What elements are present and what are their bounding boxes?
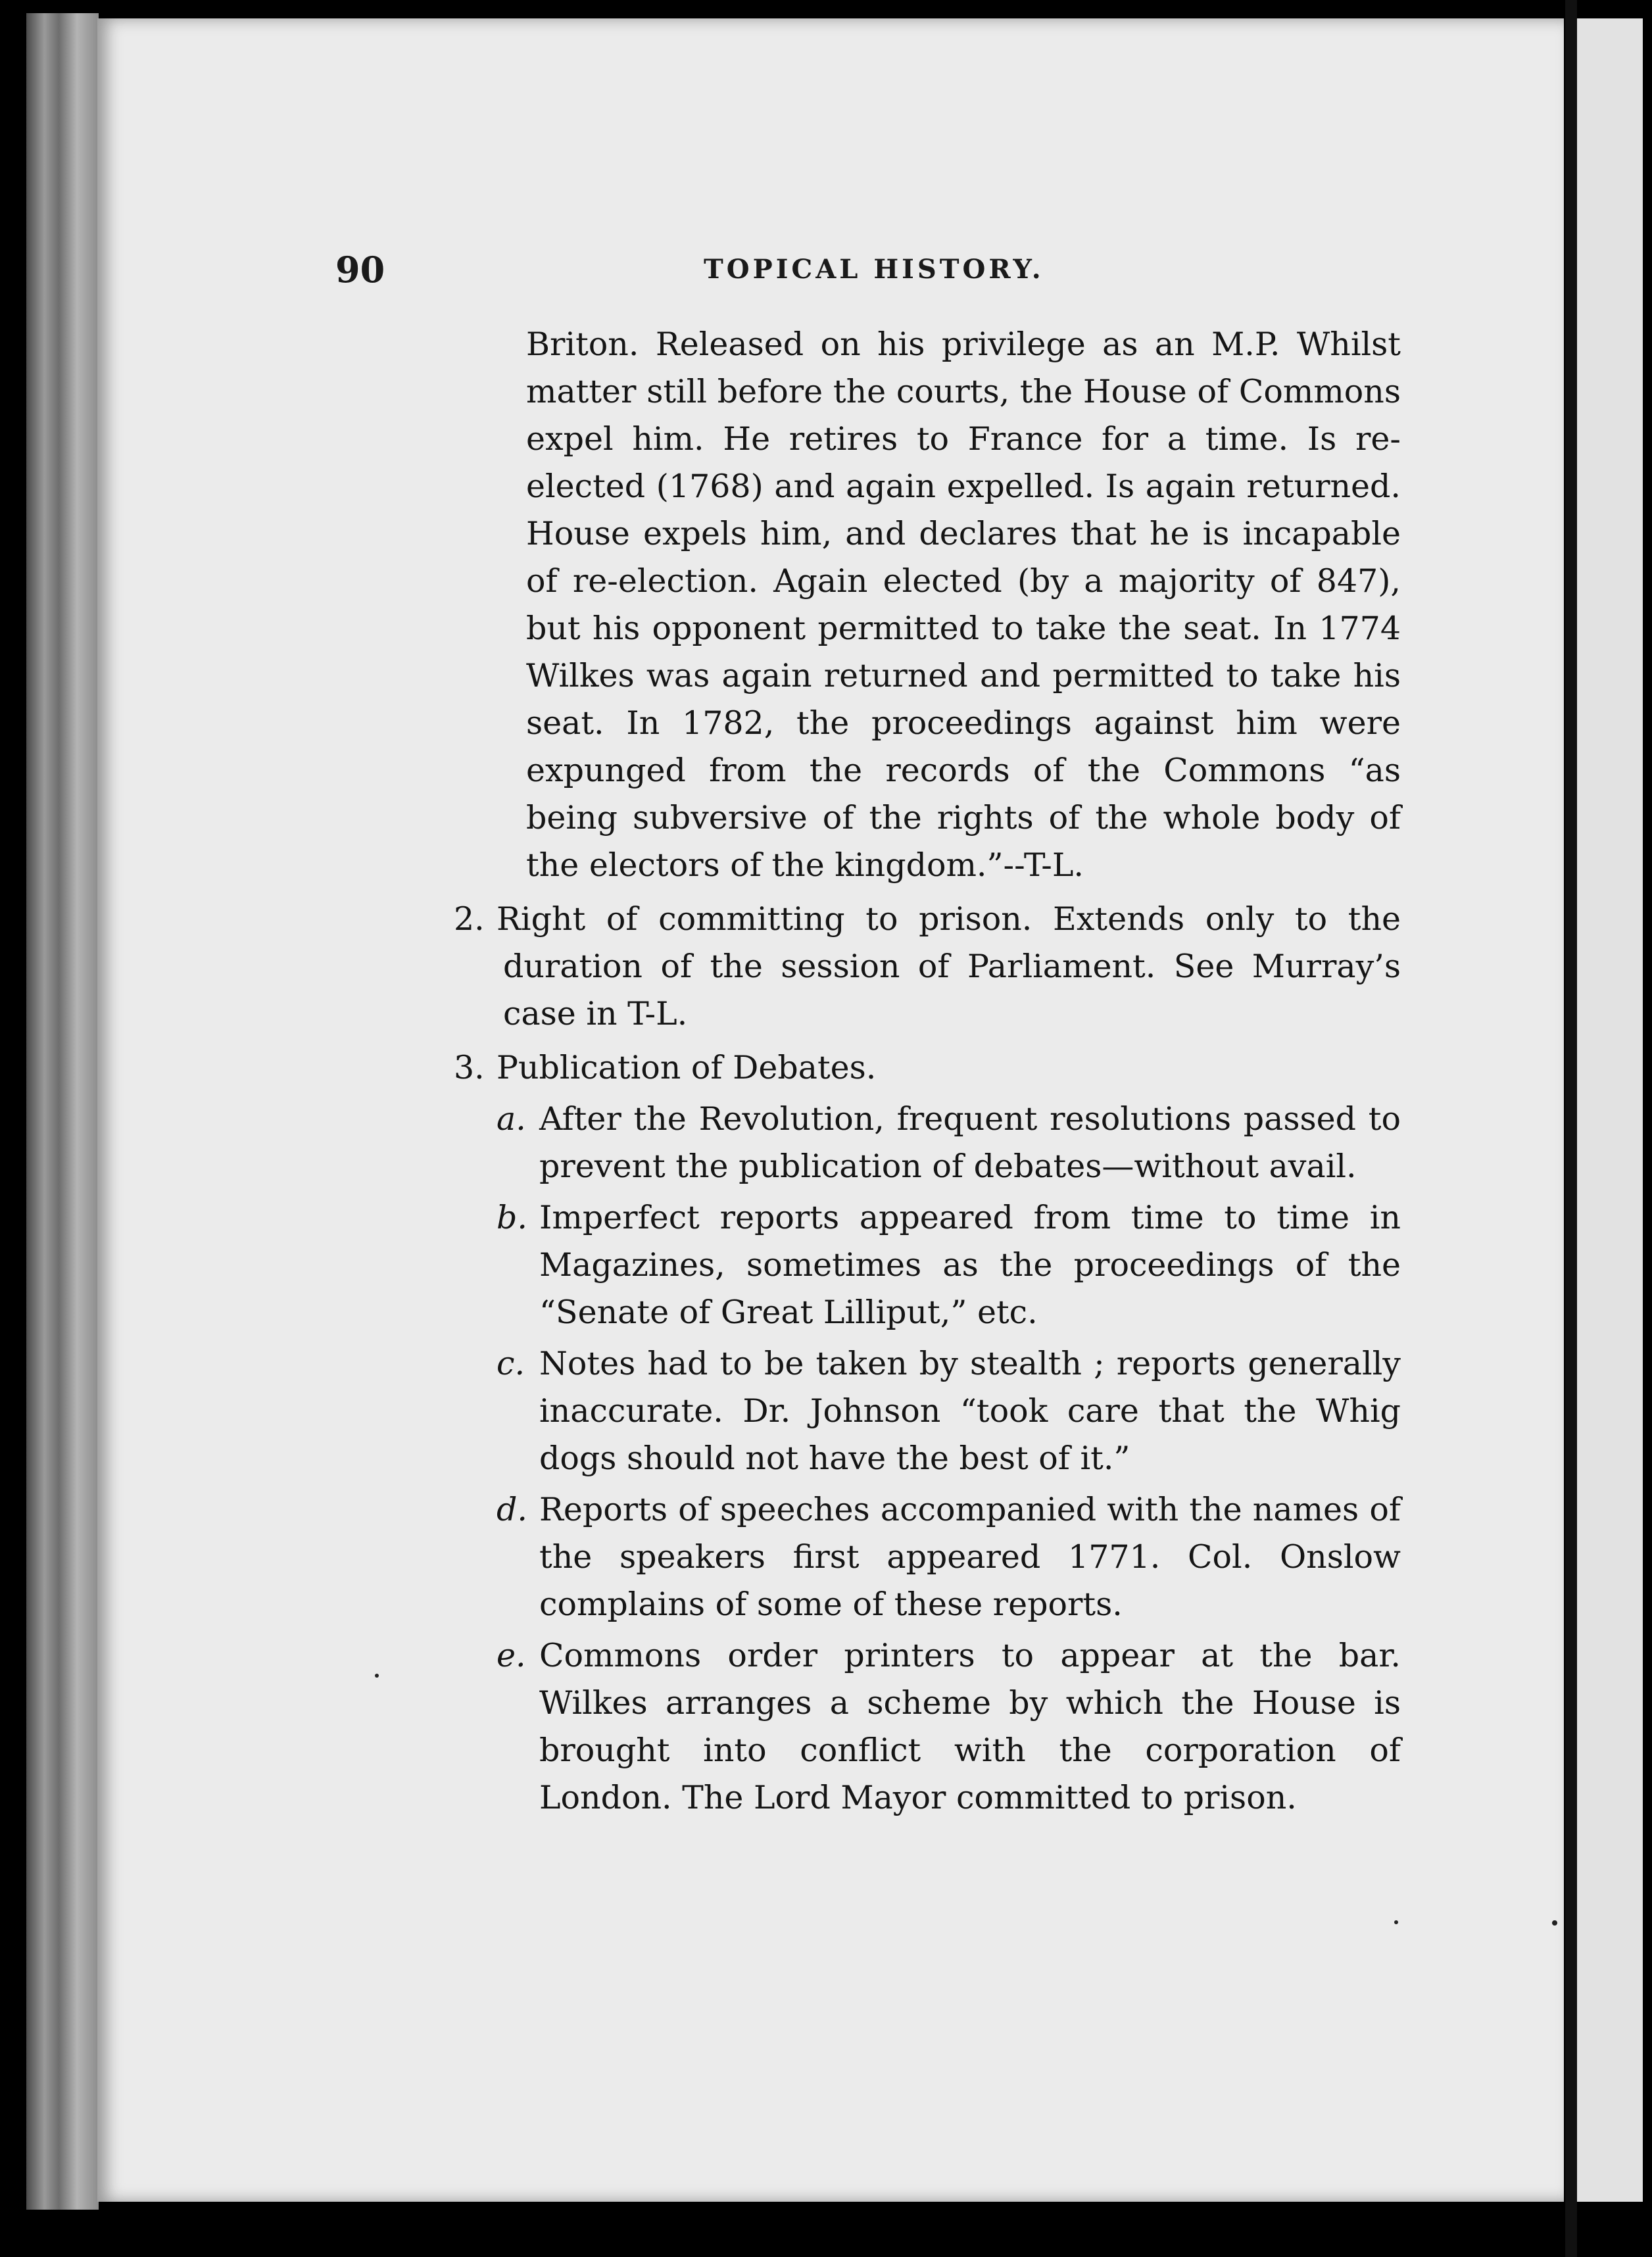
sub-item-a (497, 1096, 1401, 1190)
sub-item-letter: d. (497, 1491, 527, 1528)
facing-page-edge (1577, 18, 1643, 2202)
sub-item-text: Reports of speeches accompanied with the names of the speakers first appeared 1771. Col. Onslow complains of some of these reports. (539, 1491, 1401, 1623)
sub-item-c (497, 1340, 1401, 1482)
running-header (335, 249, 1407, 295)
running-title: TOPICAL HISTORY. (704, 254, 1044, 285)
sub-item-b (497, 1194, 1401, 1336)
sub-item-text: Commons order printers to appear at the bar. Wilkes arranges a scheme by which the House is brought into conflict with the corporation of London. The Lord Mayor committed to prison. (539, 1637, 1401, 1816)
item-number: 3. (454, 1049, 485, 1086)
item-number: 2. (454, 900, 485, 938)
page-gutter (1565, 0, 1577, 2257)
list-item-2 (454, 896, 1401, 1038)
page-number: 90 (335, 249, 385, 291)
list-item-3 (454, 1044, 1401, 1092)
item-text: Publication of Debates. (497, 1049, 877, 1086)
continuation-paragraph: Briton. Released on his privilege as an M.P. Whilst matter still before the courts, the House of Commons expel him. He retires to France for a time. Is re-elected (1768) and again expelled. Is again returned. House expels him, and declares that he is incapable of re-election. Again elected (by a majority of 847), but his opponent permitted to take the seat. In 1774 Wilkes was again returned and permitted to take his seat. In 1782, the proceedings against him were expunged from the records of the Commons “as being subversive of the rights of the whole body of the electors of the kingdom.”--T-L. (526, 326, 1401, 884)
sub-item-letter: c. (497, 1345, 525, 1382)
sub-item-text: Imperfect reports appeared from time to time in Magazines, sometimes as the proceedings of the “Senate of Great Lilliput,” etc. (539, 1199, 1401, 1331)
sub-item-d (497, 1486, 1401, 1628)
page-speck (1394, 1920, 1398, 1924)
sub-item-text: Notes had to be taken by stealth ; reports generally inaccurate. Dr. Johnson “took care that the Whig dogs should not have the best of it.” (539, 1345, 1401, 1477)
item-text: Right of committing to prison. Extends only to the duration of the session of Parliament. See Murray’s case in T-L. (497, 900, 1401, 1032)
page-speck (1552, 1920, 1557, 1926)
sub-item-letter: a. (497, 1100, 526, 1138)
page-body (454, 321, 1401, 1822)
sub-item-text: After the Revolution, frequent resolutions passed to prevent the publication of debates—without avail. (539, 1100, 1401, 1185)
sub-item-e (497, 1632, 1401, 1822)
page-speck (375, 1674, 379, 1678)
sub-item-letter: e. (497, 1637, 526, 1674)
book-page-edges (26, 13, 99, 2210)
sub-item-letter: b. (497, 1199, 527, 1236)
